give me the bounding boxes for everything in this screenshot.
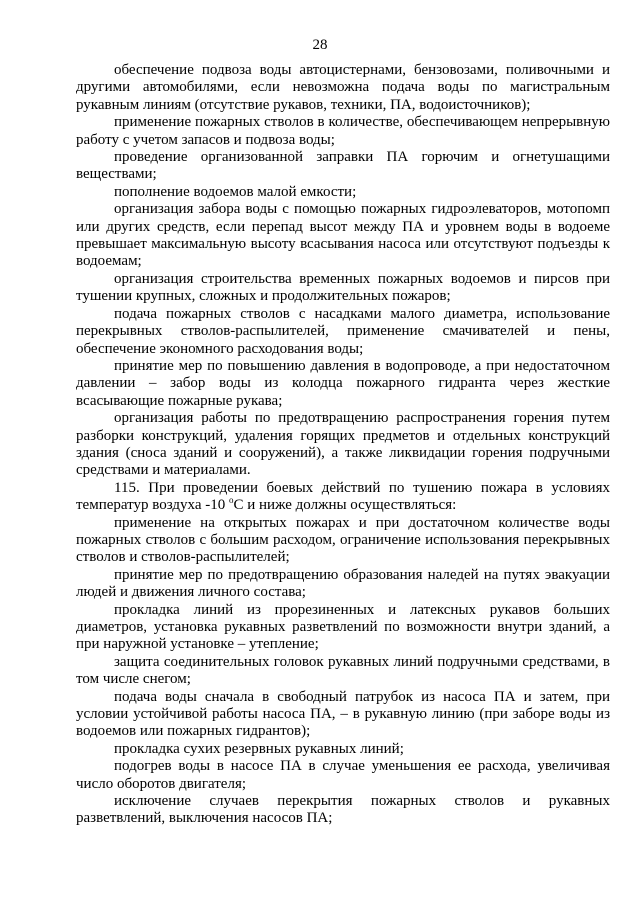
paragraph: исключение случаев перекрытия пожарных стволов и рукавных разветвлений, выключения насосов ПА; (76, 793, 610, 827)
clause-115-text: 115. При проведении боевых действий по тушению пожара в условиях температур воздуха -10 (76, 479, 610, 514)
paragraph: защита соединительных головок рукавных линий подручными средствами, в том числе снегом; (76, 653, 610, 688)
paragraph: принятие мер по повышению давления в водопроводе, а при недостаточном давлении – забор воды из колодца пожарного гидранта через жесткие всасывающие пожарные рукава; (76, 357, 610, 409)
paragraph: прокладка сухих резервных рукавных линий; (114, 740, 404, 757)
paragraph: организация забора воды с помощью пожарных гидроэлеваторов, мотопомп или других средств, если перепад высот между ПА и уровнем воды в водоеме превышает максимальную высоту всасывания насоса или отсутствуют подъезды к водоемам; (76, 201, 610, 270)
paragraph: обеспечение подвоза воды автоцистернами, бензовозами, поливочными и другими автомобилями, если невозможна подача воды по магистральным рукавным линиям (отсутствие рукавов, техники, ПА, водоисточников); (76, 62, 610, 113)
degree-superscript: о (229, 495, 234, 506)
paragraph: подогрев воды в насосе ПА в случае уменьшения ее расхода, увеличивая число оборотов двигателя; (76, 758, 610, 792)
paragraph: применение на открытых пожарах и при достаточном количестве воды пожарных стволов с большим расходом, ограничение использования перекрывных стволов и стволов-распылителей; (76, 514, 610, 566)
clause-115-text-end: С и ниже должны осуществляться: (233, 497, 457, 514)
paragraph: подача воды сначала в свободный патрубок из насоса ПА и затем, при условии устойчивой работы насоса ПА, – в рукавную линию (при заборе воды из водоемов или пожарных гидрантов); (76, 688, 610, 740)
paragraph: подача пожарных стволов с насадками малого диаметра, использование перекрывных стволов-распылителей, применение смачивателей и пены, обеспечение экономного расходования воды; (76, 305, 610, 357)
clause-115-paragraph (76, 480, 610, 515)
paragraph: организация строительства временных пожарных водоемов и пирсов при тушении крупных, сложных и продолжительных пожаров; (76, 270, 610, 305)
body-text (76, 62, 610, 828)
paragraph: проведение организованной заправки ПА горючим и огнетушащими веществами; (76, 149, 610, 183)
paragraph: применение пожарных стволов в количестве, обеспечивающем непрерывную работу с учетом запасов и подвоза воды; (76, 114, 610, 148)
page-number: 28 (312, 37, 328, 53)
paragraph: принятие мер по предотвращению образования наледей на путях эвакуации людей и движения личного состава; (76, 566, 610, 601)
paragraph: организация работы по предотвращению распространения горения путем разборки конструкций, удаления горящих предметов и отдельных конструкций здания (сноса зданий и сооружений), а также ликвидации горения подручными средствами и материалами. (76, 410, 610, 479)
paragraph: пополнение водоемов малой емкости; (114, 183, 357, 200)
paragraph: прокладка линий из прорезиненных и латексных рукавов больших диаметров, установка рукавных разветвлений по возможности внутри зданий, а при наружной установке – утепление; (76, 601, 610, 653)
